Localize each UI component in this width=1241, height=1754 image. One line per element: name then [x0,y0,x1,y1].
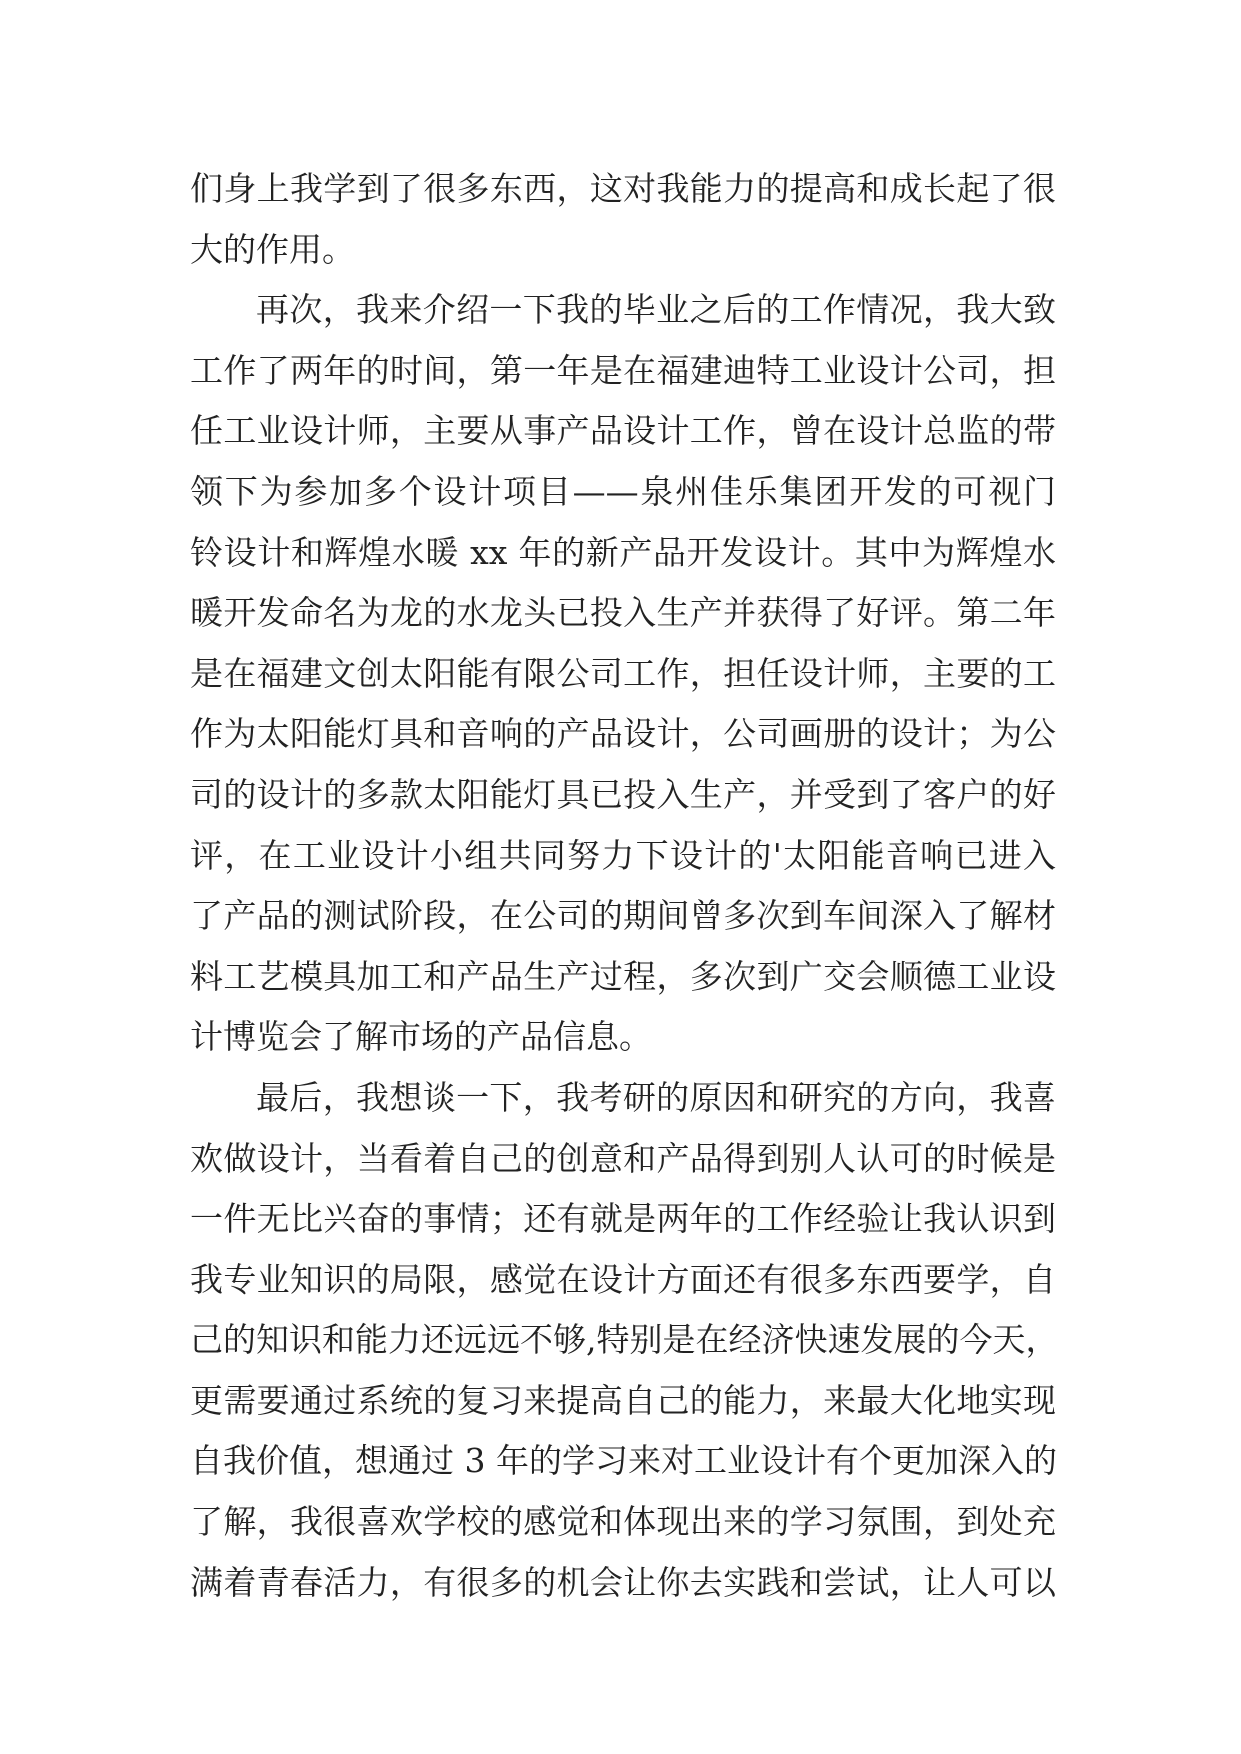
text-line: 了解，我很喜欢学校的感觉和体现出来的学习氛围，到处充 [190,1502,1056,1542]
text-line: 我专业知识的局限，感觉在设计方面还有很多东西要学，自 [190,1259,1056,1299]
text-line: 是在福建文创太阳能有限公司工作，担任设计师，主要的工 [190,653,1056,693]
text-line: 料工艺模具加工和产品生产过程，多次到广交会顺德工业设 [190,956,1056,996]
body-text [190,159,1059,1613]
text-line: 大的作用。 [190,229,355,269]
text-line: 再次，我来介绍一下我的毕业之后的工作情况，我大致 [256,290,1056,330]
text-line: 一件无比兴奋的事情；还有就是两年的工作经验让我认识到 [190,1199,1056,1239]
text-line: 更需要通过系统的复习来提高自己的能力，来最大化地实现 [190,1380,1056,1420]
text-line: 任工业设计师，主要从事产品设计工作，曾在设计总监的带 [190,411,1056,451]
text-line: 领下为参加多个设计项目——泉州佳乐集团开发的可视门 [190,471,1056,511]
text-line: 满着青春活力，有很多的机会让你去实践和尝试，让人可以 [190,1562,1056,1602]
text-line: 暖开发命名为龙的水龙头已投入生产并获得了好评。第二年 [190,593,1056,633]
text-line: 铃设计和辉煌水暖 xx 年的新产品开发设计。其中为辉煌水 [190,532,1056,572]
text-line: 工作了两年的时间，第一年是在福建迪特工业设计公司，担 [190,350,1056,390]
text-line: 了产品的测试阶段，在公司的期间曾多次到车间深入了解材 [190,896,1056,936]
text-line: 司的设计的多款太阳能灯具已投入生产，并受到了客户的好 [190,774,1056,814]
text-line: 们身上我学到了很多东西，这对我能力的提高和成长起了很 [190,169,1056,208]
text-line: 欢做设计，当看着自己的创意和产品得到别人认可的时候是 [190,1138,1056,1178]
text-line: 评，在工业设计小组共同努力下设计的'太阳能音响已进入 [190,835,1056,875]
text-line: 自我价值，想通过 3 年的学习来对工业设计有个更加深入的 [190,1441,1057,1481]
text-line: 最后，我想谈一下，我考研的原因和研究的方向，我喜 [256,1077,1056,1117]
text-line: 作为太阳能灯具和音响的产品设计，公司画册的设计；为公 [190,714,1056,754]
text-line: 己的知识和能力还远远不够,特别是在经济快速发展的今天， [190,1320,1059,1360]
text-line: 计博览会了解市场的产品信息。 [190,1017,652,1057]
